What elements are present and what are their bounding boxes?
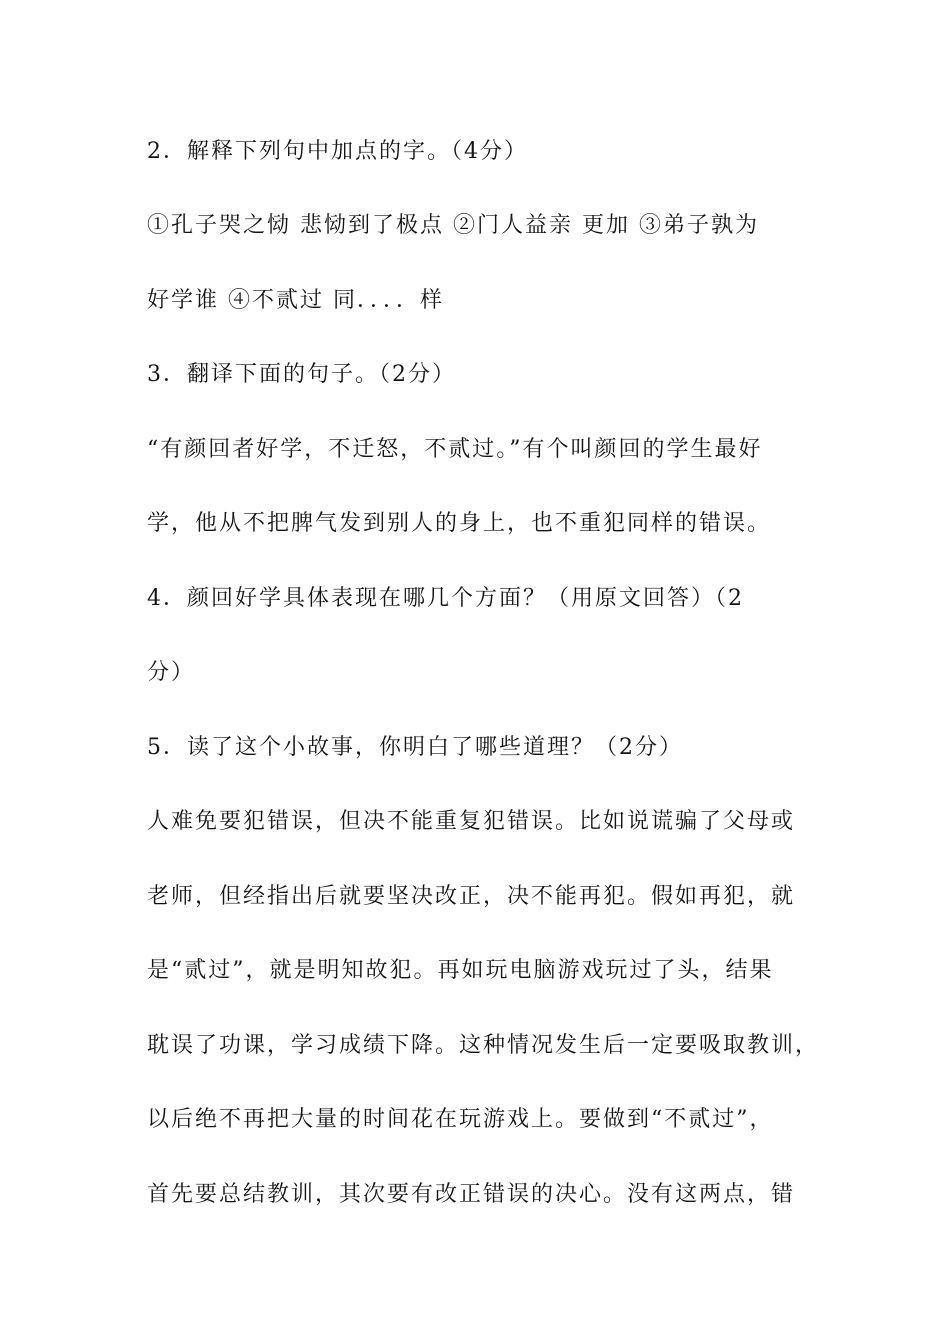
question-5-answer-line-3: 是“贰过”，就是明知故犯。再如玩电脑游戏玩过了头，结果 <box>147 958 774 983</box>
question-2-heading: 2．解释下列句中加点的字。（4分） <box>147 139 528 164</box>
question-5-answer-line-2: 老师，但经指出后就要坚决改正，决不能再犯。假如再犯，就 <box>147 884 796 909</box>
question-5-answer-line-5: 以后绝不再把大量的时间花在玩游戏上。要做到“不贰过”， <box>147 1107 774 1132</box>
question-2-answer-line-1: ①孔子哭之恸 悲恸到了极点 ②门人益亲 更加 ③弟子孰为 <box>147 213 759 238</box>
question-4-heading-line-1: 4．颜回好学具体表现在哪几个方面？（用原文回答）（2 <box>147 586 744 611</box>
question-3-answer-line-1: “有颜回者好学，不迁怒，不贰过。”有个叫颜回的学生最好 <box>147 437 763 462</box>
question-5-heading: 5．读了这个小故事，你明白了哪些道理？（2分） <box>147 735 683 760</box>
question-5-answer-line-6: 首先要总结教训，其次要有改正错误的决心。没有这两点，错 <box>147 1182 796 1207</box>
question-3-heading: 3．翻译下面的句子。（2分） <box>147 362 456 387</box>
question-2-answer-line-2: 好学谁 ④不贰过 同．．．．样 <box>147 288 444 313</box>
question-3-answer-line-2: 学，他从不把脾气发到别人的身上，也不重犯同样的错误。 <box>147 511 772 536</box>
question-5-answer-line-1: 人难免要犯错误，但决不能重复犯错误。比如说谎骗了父母或 <box>147 809 796 834</box>
question-5-answer-line-4: 耽误了功课，学习成绩下降。这种情况发生后一定要吸取教训， <box>147 1033 820 1058</box>
question-4-heading-line-2: 分） <box>147 660 196 685</box>
